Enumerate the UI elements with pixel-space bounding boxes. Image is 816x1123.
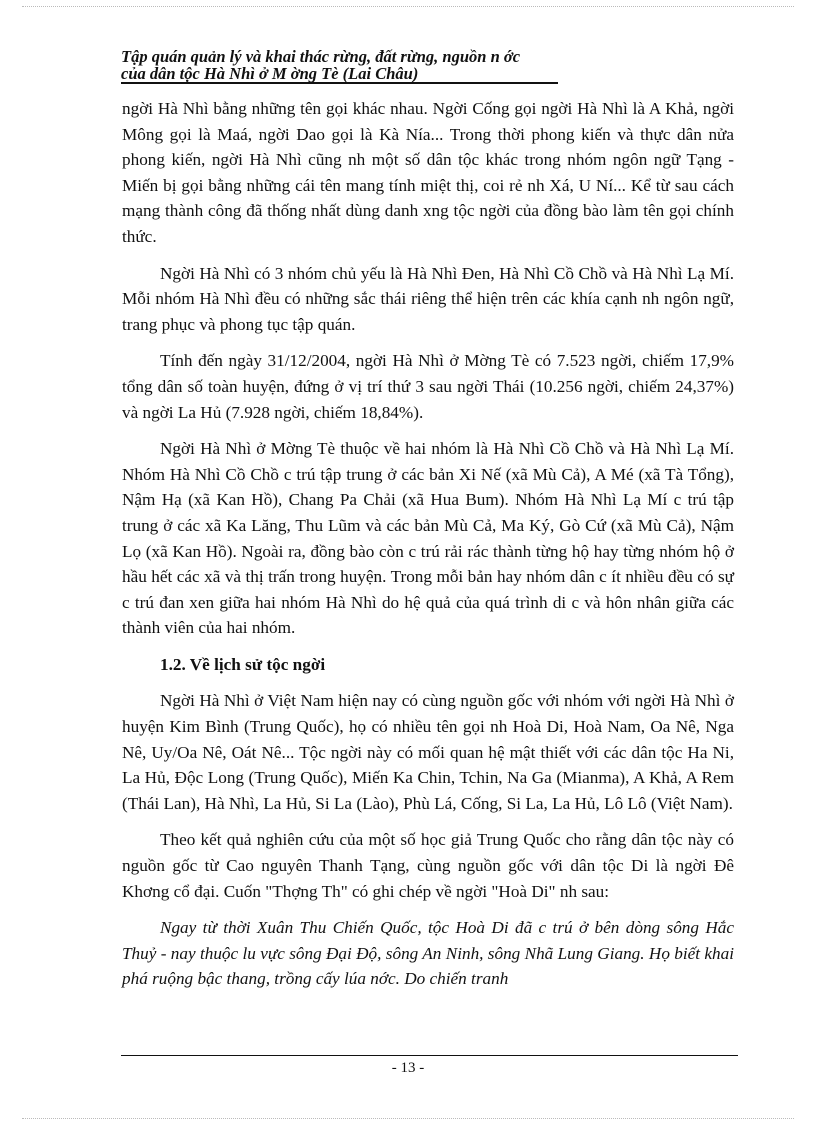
section-heading: 1.2. Về lịch sử tộc ngời [160, 654, 326, 674]
header-line-2: của dân tộc Hà Nhì ở M ờng Tè (Lai Châu) [121, 65, 558, 84]
header-line-1: Tập quán quản lý và khai thác rừng, đất rừng, nguồn n ớc [121, 47, 521, 66]
paragraph-4: Ngời Hà Nhì ở Mờng Tè thuộc về hai nhóm là Hà Nhì Cồ Chồ và Hà Nhì Lạ Mí. Nhóm Hà Nhì Cồ Chồ c trú tập trung ở các bản Xi Nế (xã Mù Cả), A Mé (xã Tà Tổng), Nậm Hạ (xã Kan Hồ), Chang Pa Chải (xã Hua Bum). Nhóm Hà Nhì Lạ Mí c trú tập trung ở các xã Ka Lăng, Thu Lũm và các bản Mù Cả, Ma Ký, Gò Cứ (xã Mù Cả), Nậm Lọ (xã Kan Hồ). Ngoài ra, đồng bào còn c trú rải rác thành từng hộ hay từng nhóm hộ ở hầu hết các xã và thị trấn trong huyện. Trong mỗi bản hay nhóm dân c ít nhiều đều có sự c trú đan xen giữa hai nhóm Hà Nhì do hệ quả của quá trình di c và hôn nhân giữa các thành viên của hai nhóm. [122, 439, 734, 638]
paragraph-5: Ngời Hà Nhì ở Việt Nam hiện nay có cùng nguồn gốc với nhóm với ngời Hà Nhì ở huyện Kim Bình (Trung Quốc), họ có nhiều tên gọi nh Hoà Di, Hoà Nam, Oa Nê, Nga Nê, Uy/Oa Nê, Oát Nê... Tộc ngời này có mối quan hệ mật thiết với các dân tộc Ha Ni, La Hủ, Độc Long (Trung Quốc), Miến Ka Chin, Tchin, Na Ga (Mianma), A Khả, A Rem (Thái Lan), Hà Nhì, La Hủ, Si La (Lào), Phù Lá, Cống, Si La, La Hủ, Lô Lô (Việt Nam). [122, 691, 734, 813]
quote-paragraph: Ngay từ thời Xuân Thu Chiến Quốc, tộc Hoà Di đã c trú ở bên dòng sông Hắc Thuỷ - nay thuộc lu vực sông Đại Độ, sông An Ninh, sông Nhã Lung Giang. Họ biết khai phá ruộng bậc thang, trồng cấy lúa nớc. Do chiến tranh [122, 918, 734, 989]
bottom-dotted-border [22, 1118, 794, 1119]
running-header [121, 48, 741, 84]
paragraph-3: Tính đến ngày 31/12/2004, ngời Hà Nhì ở Mờng Tè có 7.523 ngời, chiếm 17,9% tổng dân số toàn huyện, đứng ở vị trí thứ 3 sau ngời Thái (10.256 ngời, chiếm 24,37%) và ngời La Hủ (7.928 ngời, chiếm 18,84%). [122, 351, 734, 422]
top-dotted-border [22, 6, 794, 7]
footer [0, 1056, 816, 1074]
paragraph-6: Theo kết quả nghiên cứu của một số học giả Trung Quốc cho rằng dân tộc này có nguồn gốc từ Cao nguyên Thanh Tạng, cùng nguồn gốc với dân tộc Di là ngời Đê Khơng cổ đại. Cuốn "Thợng Th" có ghi chép về ngời "Hoà Di" nh sau: [122, 830, 734, 901]
body-text [122, 96, 734, 992]
paragraph-2: Ngời Hà Nhì có 3 nhóm chủ yếu là Hà Nhì Đen, Hà Nhì Cồ Chồ và Hà Nhì Lạ Mí. Mỗi nhóm Hà Nhì đều có những sắc thái riêng thể hiện trên các khía cạnh nh ngôn ngữ, trang phục và phong tục tập quán. [122, 263, 734, 334]
paragraph-1: ngời Hà Nhì bằng những tên gọi khác nhau. Ngời Cống gọi ngời Hà Nhì là A Khả, ngời Mông gọi là Maá, ngời Dao gọi là Kà Nía... Trong thời phong kiến và thực dân nửa phong kiến, ngời Hà Nhì cũng nh một số dân tộc khác trong nhóm ngôn ngữ Tạng - Miến bị gọi bằng những cái tên mang tính miệt thị, coi rẻ nh Xá, U Ní... Kể từ sau cách mạng thành công đã thống nhất dùng danh xng tộc ngời của đồng bào làm tên gọi chính thức. [122, 99, 734, 246]
page-number: - 13 - [391, 1060, 425, 1076]
